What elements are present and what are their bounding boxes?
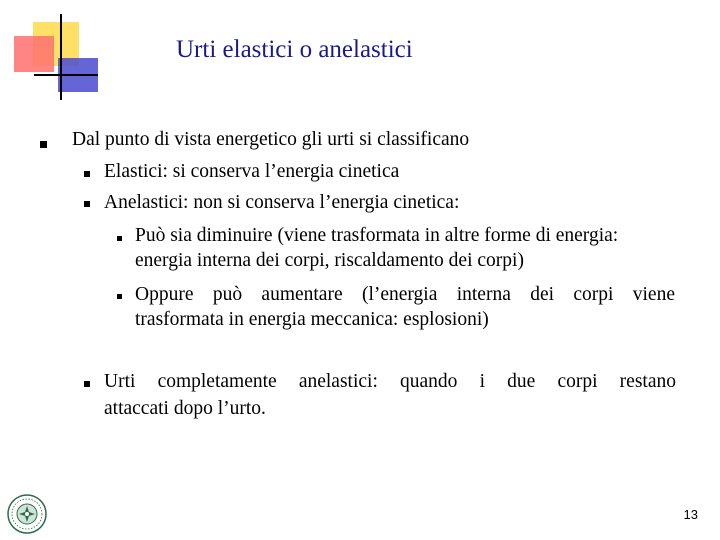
bullet-anelastici: Anelastici: non si conserva l’energia cinetica: bbox=[104, 192, 460, 213]
page-number: 13 bbox=[683, 507, 698, 522]
horizontal-line bbox=[34, 74, 98, 76]
bullet-square bbox=[117, 294, 122, 299]
bullet-square bbox=[40, 141, 47, 148]
university-seal-logo bbox=[6, 493, 48, 535]
bullet-square bbox=[117, 236, 122, 241]
bullet-completamente-line2: attaccati dopo l’urto. bbox=[104, 398, 266, 419]
bullet-diminuire-line2: energia interna dei corpi, riscaldamento dei corpi) bbox=[135, 250, 524, 271]
bullet-square bbox=[84, 171, 90, 177]
red-square bbox=[14, 36, 54, 72]
bullet-aumentare-line1: Oppure può aumentare (l’energia interna dei corpi viene bbox=[135, 284, 675, 305]
bullet-square bbox=[84, 201, 90, 207]
bullet-aumentare-line2: trasformata in energia meccanica: esplosioni) bbox=[135, 309, 489, 330]
slide-title: Urti elastici o anelastici bbox=[176, 36, 413, 63]
bullet-diminuire-line1: Può sia diminuire (viene trasformata in altre forme di energia: bbox=[135, 225, 619, 246]
bullet-intro: Dal punto di vista energetico gli urti si classificano bbox=[72, 129, 470, 150]
vertical-line bbox=[60, 14, 62, 100]
bullet-completamente-line1: Urti completamente anelastici: quando i due corpi restano bbox=[104, 371, 676, 392]
bullet-square bbox=[84, 381, 90, 387]
bullet-elastici: Elastici: si conserva l’energia cinetica bbox=[104, 161, 400, 182]
